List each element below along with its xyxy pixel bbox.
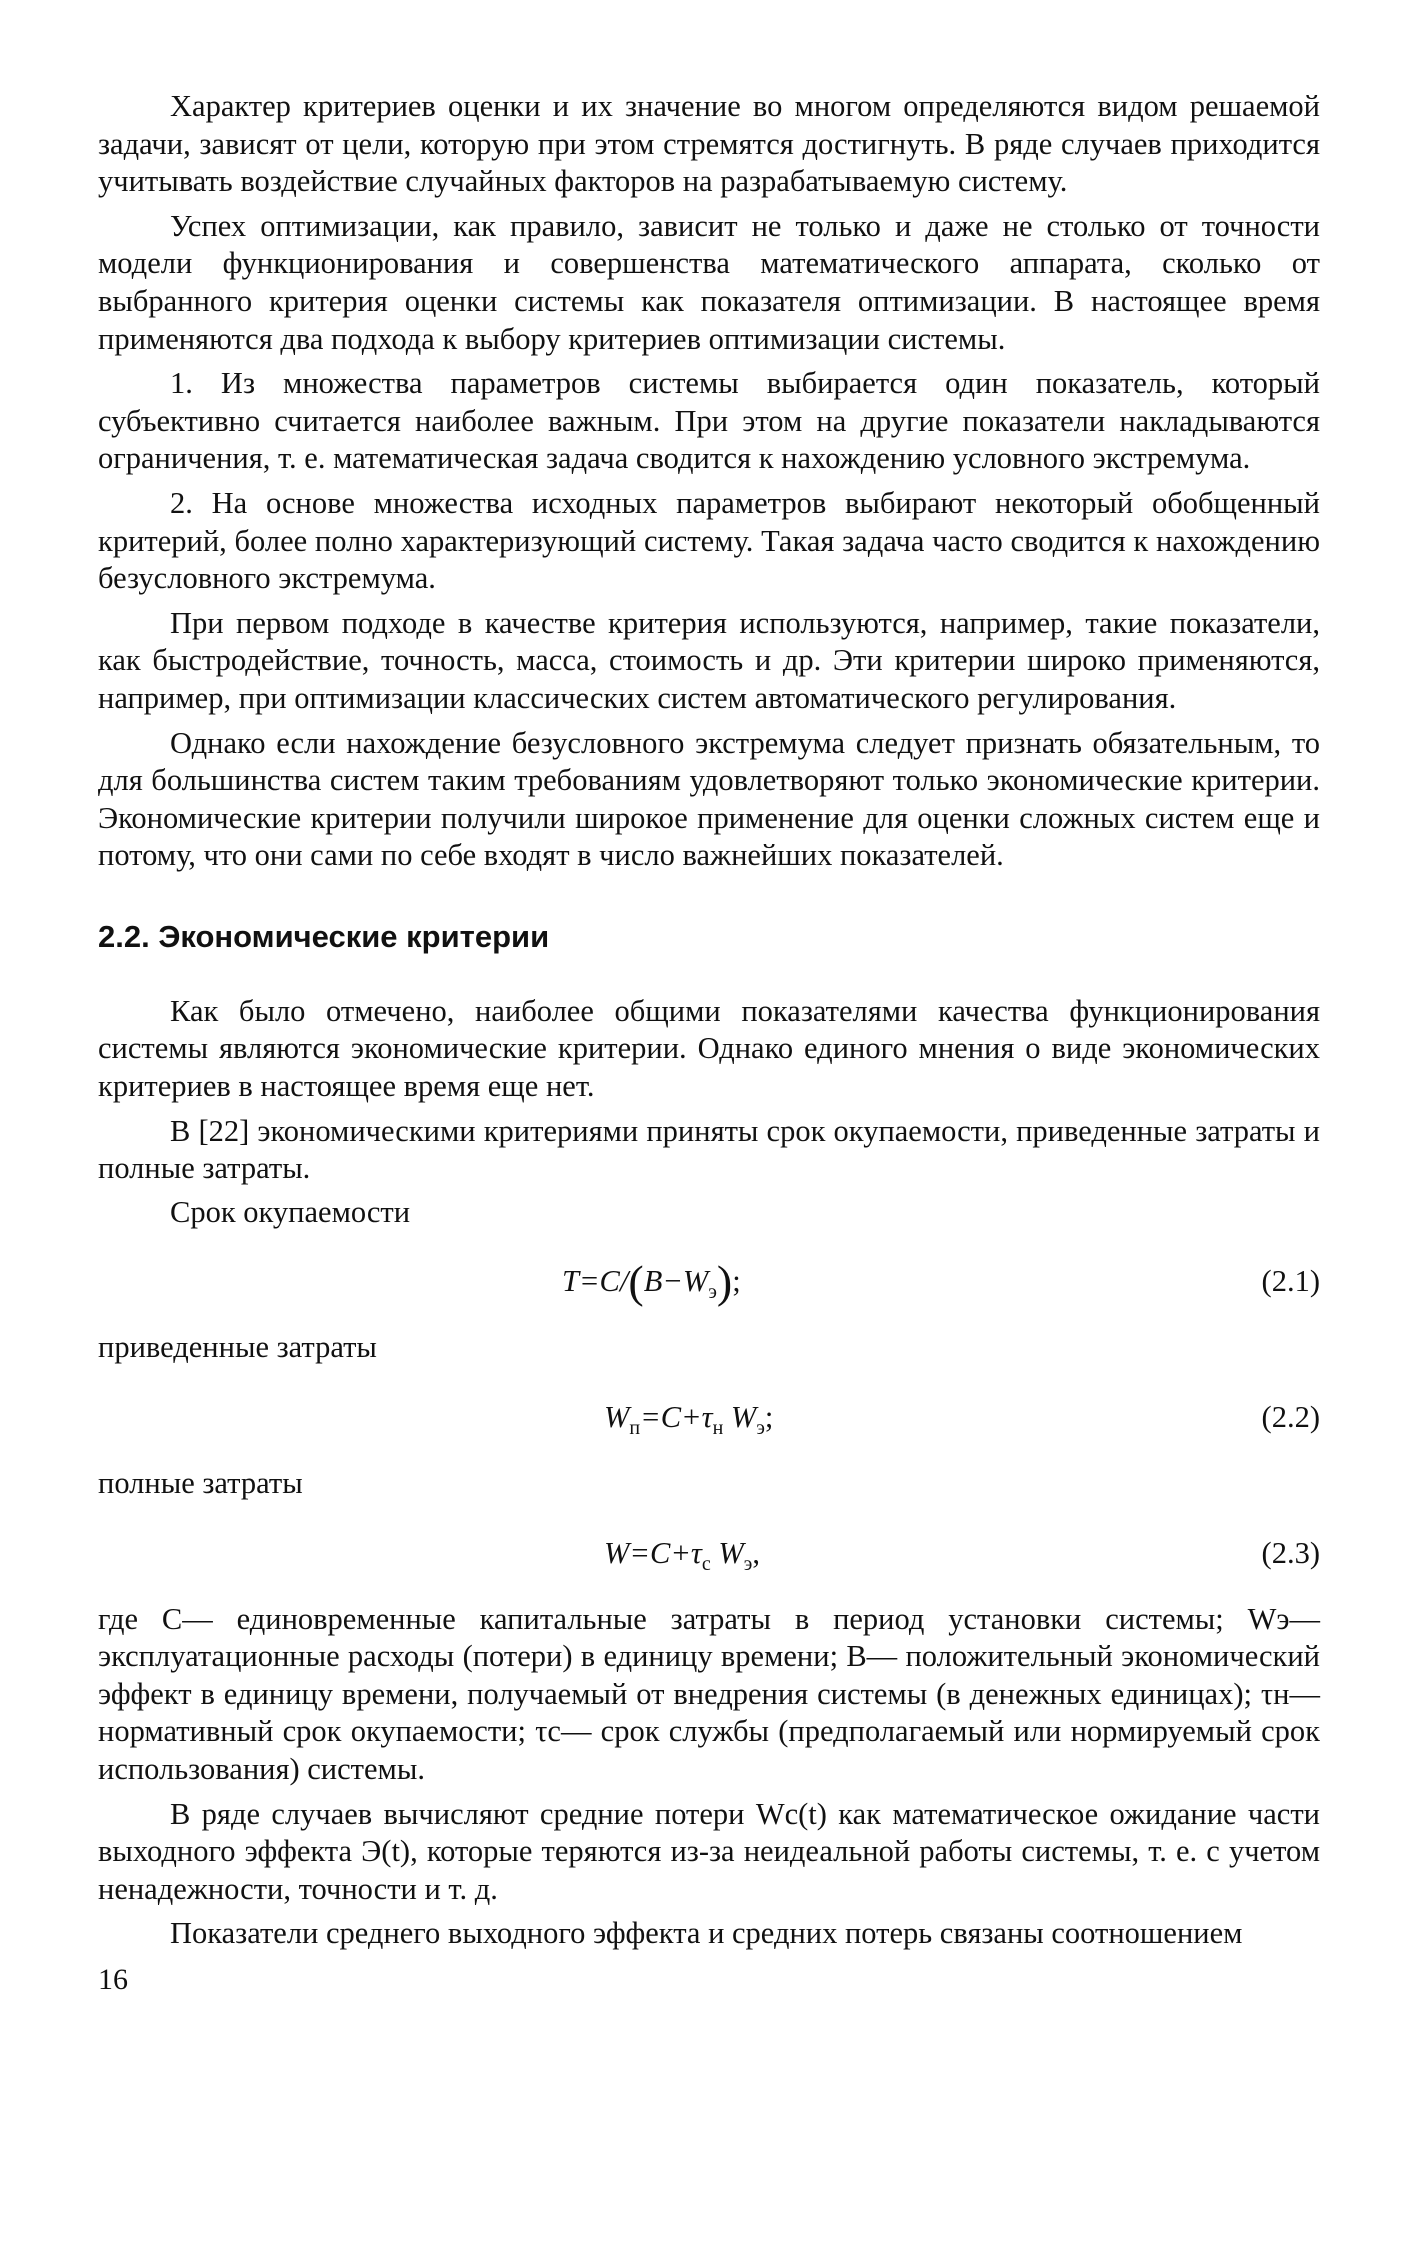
formula-label: приведенные затраты bbox=[98, 1330, 377, 1365]
formula-expression: $W=C+\tau_c$ $W_э$, bbox=[604, 1535, 760, 1575]
paragraph: Однако если нахождение безусловного экстремума следует признать обязательным, то для большинства систем таким требованиям удовлетворяют только экономические критерии. Экономические критерии получили широкое применение для оценки сложных систем еще и потому, что они сами по себе входят в число важнейших показателей. bbox=[98, 725, 1320, 873]
paragraph: При первом подходе в качестве критерия используются, например, такие показатели, как быстродействие, точность, масса, стоимость и др. Эти критерии широко применяются, например, при оптимизации классических систем автоматического регулирования. bbox=[98, 605, 1320, 715]
paragraph: Успех оптимизации, как правило, зависит не только и даже не столько от точности модели функционирования и совершенства математического аппарата, сколько от выбранного критерия оценки системы как показателя оптимизации. В настоящее время применяются два подхода к выбору критериев оптимизации системы. bbox=[98, 208, 1320, 356]
list-item-1: 1. Из множества параметров системы выбирается один показатель, который субъективно считается наиболее важным. При этом на другие показатели накладываются ограничения, т. е. математическая задача сводится к нахождению условного экстремума. bbox=[98, 366, 1320, 476]
definitions-paragraph: где C— единовременные капитальные затраты в период установки системы; Wэ— эксплуатационные расходы (потери) в единицу времени; B— положительный экономический эффект в единицу времени, получаемый от внедрения системы (в денежных единицах); τн— нормативный срок окупаемости; τс— срок службы (предполагаемый или нормируемый срок использования) системы. bbox=[98, 1601, 1320, 1786]
paragraph: Показатели среднего выходного эффекта и средних потерь связаны соотношением bbox=[170, 1916, 1243, 1951]
formula-2-3 bbox=[98, 1521, 1320, 1583]
formula-expression: $W_п=C+\tau_н$ $W_э$; bbox=[604, 1400, 774, 1440]
paragraph: В ряде случаев вычисляют средние потери Wс(t) как математическое ожидание части выходного эффекта Э(t), которые теряются из-за неидеальной работы системы, т. е. с учетом ненадежности, точности и т. д. bbox=[98, 1796, 1320, 1906]
page-number: 16 bbox=[98, 1962, 128, 1996]
paragraph: Как было отмечено, наиболее общими показателями качества функционирования системы являются экономические критерии. Однако единого мнения о виде экономических критериев в настоящее время еще нет. bbox=[98, 993, 1320, 1104]
equation-number: (2.2) bbox=[1261, 1400, 1320, 1435]
formula-label: Срок окупаемости bbox=[170, 1194, 411, 1229]
formula-expression: $T=C/(B-W_э)$; bbox=[562, 1256, 741, 1308]
document-page bbox=[98, 88, 1320, 1999]
equation-number: (2.1) bbox=[1261, 1264, 1320, 1299]
list-item-2: 2. На основе множества исходных параметров выбирают некоторый обобщенный критерий, более полно характеризующий систему. Такая задача часто сводится к нахождению безусловного экстремума. bbox=[98, 485, 1320, 596]
formula-2-2 bbox=[98, 1385, 1320, 1447]
equation-number: (2.3) bbox=[1261, 1535, 1320, 1570]
formula-2-1 bbox=[98, 1249, 1320, 1311]
section-heading: 2.2. Экономические критерии bbox=[98, 918, 550, 954]
paragraph: В [22] экономическими критериями приняты срок окупаемости, приведенные затраты и полные затраты. bbox=[98, 1113, 1320, 1186]
formula-label: полные затраты bbox=[98, 1466, 303, 1501]
paragraph: Характер критериев оценки и их значение во многом определяются видом решаемой задачи, зависят от цели, которую при этом стремятся достигнуть. В ряде случаев приходится учитывать воздействие случайных факторов на разрабатываемую систему. bbox=[98, 89, 1320, 199]
